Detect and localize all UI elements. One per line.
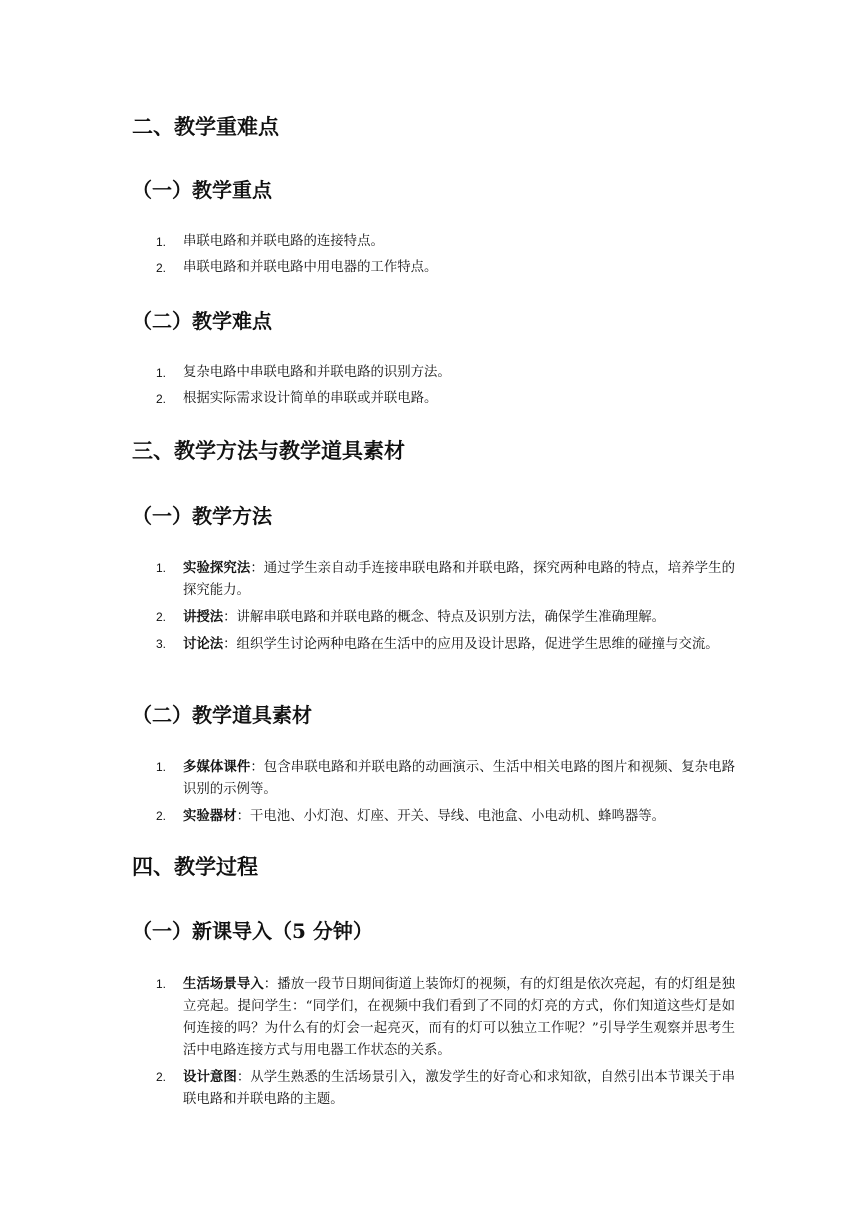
list-item: 1. 生活场景导入：播放一段节日期间街道上装饰灯的视频，有的灯组是依次亮起，有的灯组是独立亮起。提问学生：“同学们，在视频中我们看到了不同的灯亮的方式，你们知道这些灯是如何连接的吗？为什么有的灯会一起亮灭，而有的灯可以独立工作呢？”引导学生观察并思考生活中电路连接方式与用电器工作状态的关系。 <box>156 976 736 1058</box>
materials-list <box>150 756 735 828</box>
list-item: 2. 实验器材：干电池、小灯泡、灯座、开关、导线、电池盒、小电动机、蜂鸣器等。 <box>156 808 666 824</box>
subsection-heading-materials: （二）教学道具素材 <box>132 703 312 727</box>
introduction-list <box>150 973 735 1111</box>
key-points-list <box>150 231 735 279</box>
methods-list <box>150 557 735 656</box>
list-item: 1. 多媒体课件：包含串联电路和并联电路的动画演示、生活中相关电路的图片和视频、复杂电路识别的示例等。 <box>156 759 735 797</box>
list-item: 1. 串联电路和并联电路的连接特点。 <box>156 234 384 249</box>
list-item: 2. 根据实际需求设计简单的串联或并联电路。 <box>156 391 438 406</box>
list-item: 2. 串联电路和并联电路中用电器的工作特点。 <box>156 260 438 275</box>
list-item: 2. 讲授法：讲解串联电路和并联电路的概念、特点及识别方法，确保学生准确理解。 <box>156 609 666 625</box>
difficulties-list <box>150 362 735 410</box>
list-item: 1. 实验探究法：通过学生亲自动手连接串联电路和并联电路，探究两种电路的特点，培养学生的探究能力。 <box>156 560 735 598</box>
subsection-heading-methods: （一）教学方法 <box>132 504 272 528</box>
section-heading-2: 二、教学重难点 <box>132 114 279 139</box>
list-item: 3. 讨论法：组织学生讨论两种电路在生活中的应用及设计思路，促进学生思维的碰撞与交流。 <box>156 636 719 652</box>
subsection-heading-difficulties: （二）教学难点 <box>132 309 272 333</box>
subsection-heading-introduction: （一）新课导入（5 分钟） <box>132 919 373 943</box>
list-item: 2. 设计意图：从学生熟悉的生活场景引入，激发学生的好奇心和求知欲，自然引出本节课关于串联电路和并联电路的主题。 <box>156 1069 736 1107</box>
section-heading-4: 四、教学过程 <box>132 854 258 879</box>
list-item: 1. 复杂电路中串联电路和并联电路的识别方法。 <box>156 365 451 380</box>
subsection-heading-key-points: （一）教学重点 <box>132 178 272 202</box>
section-heading-3: 三、教学方法与教学道具素材 <box>132 438 405 463</box>
